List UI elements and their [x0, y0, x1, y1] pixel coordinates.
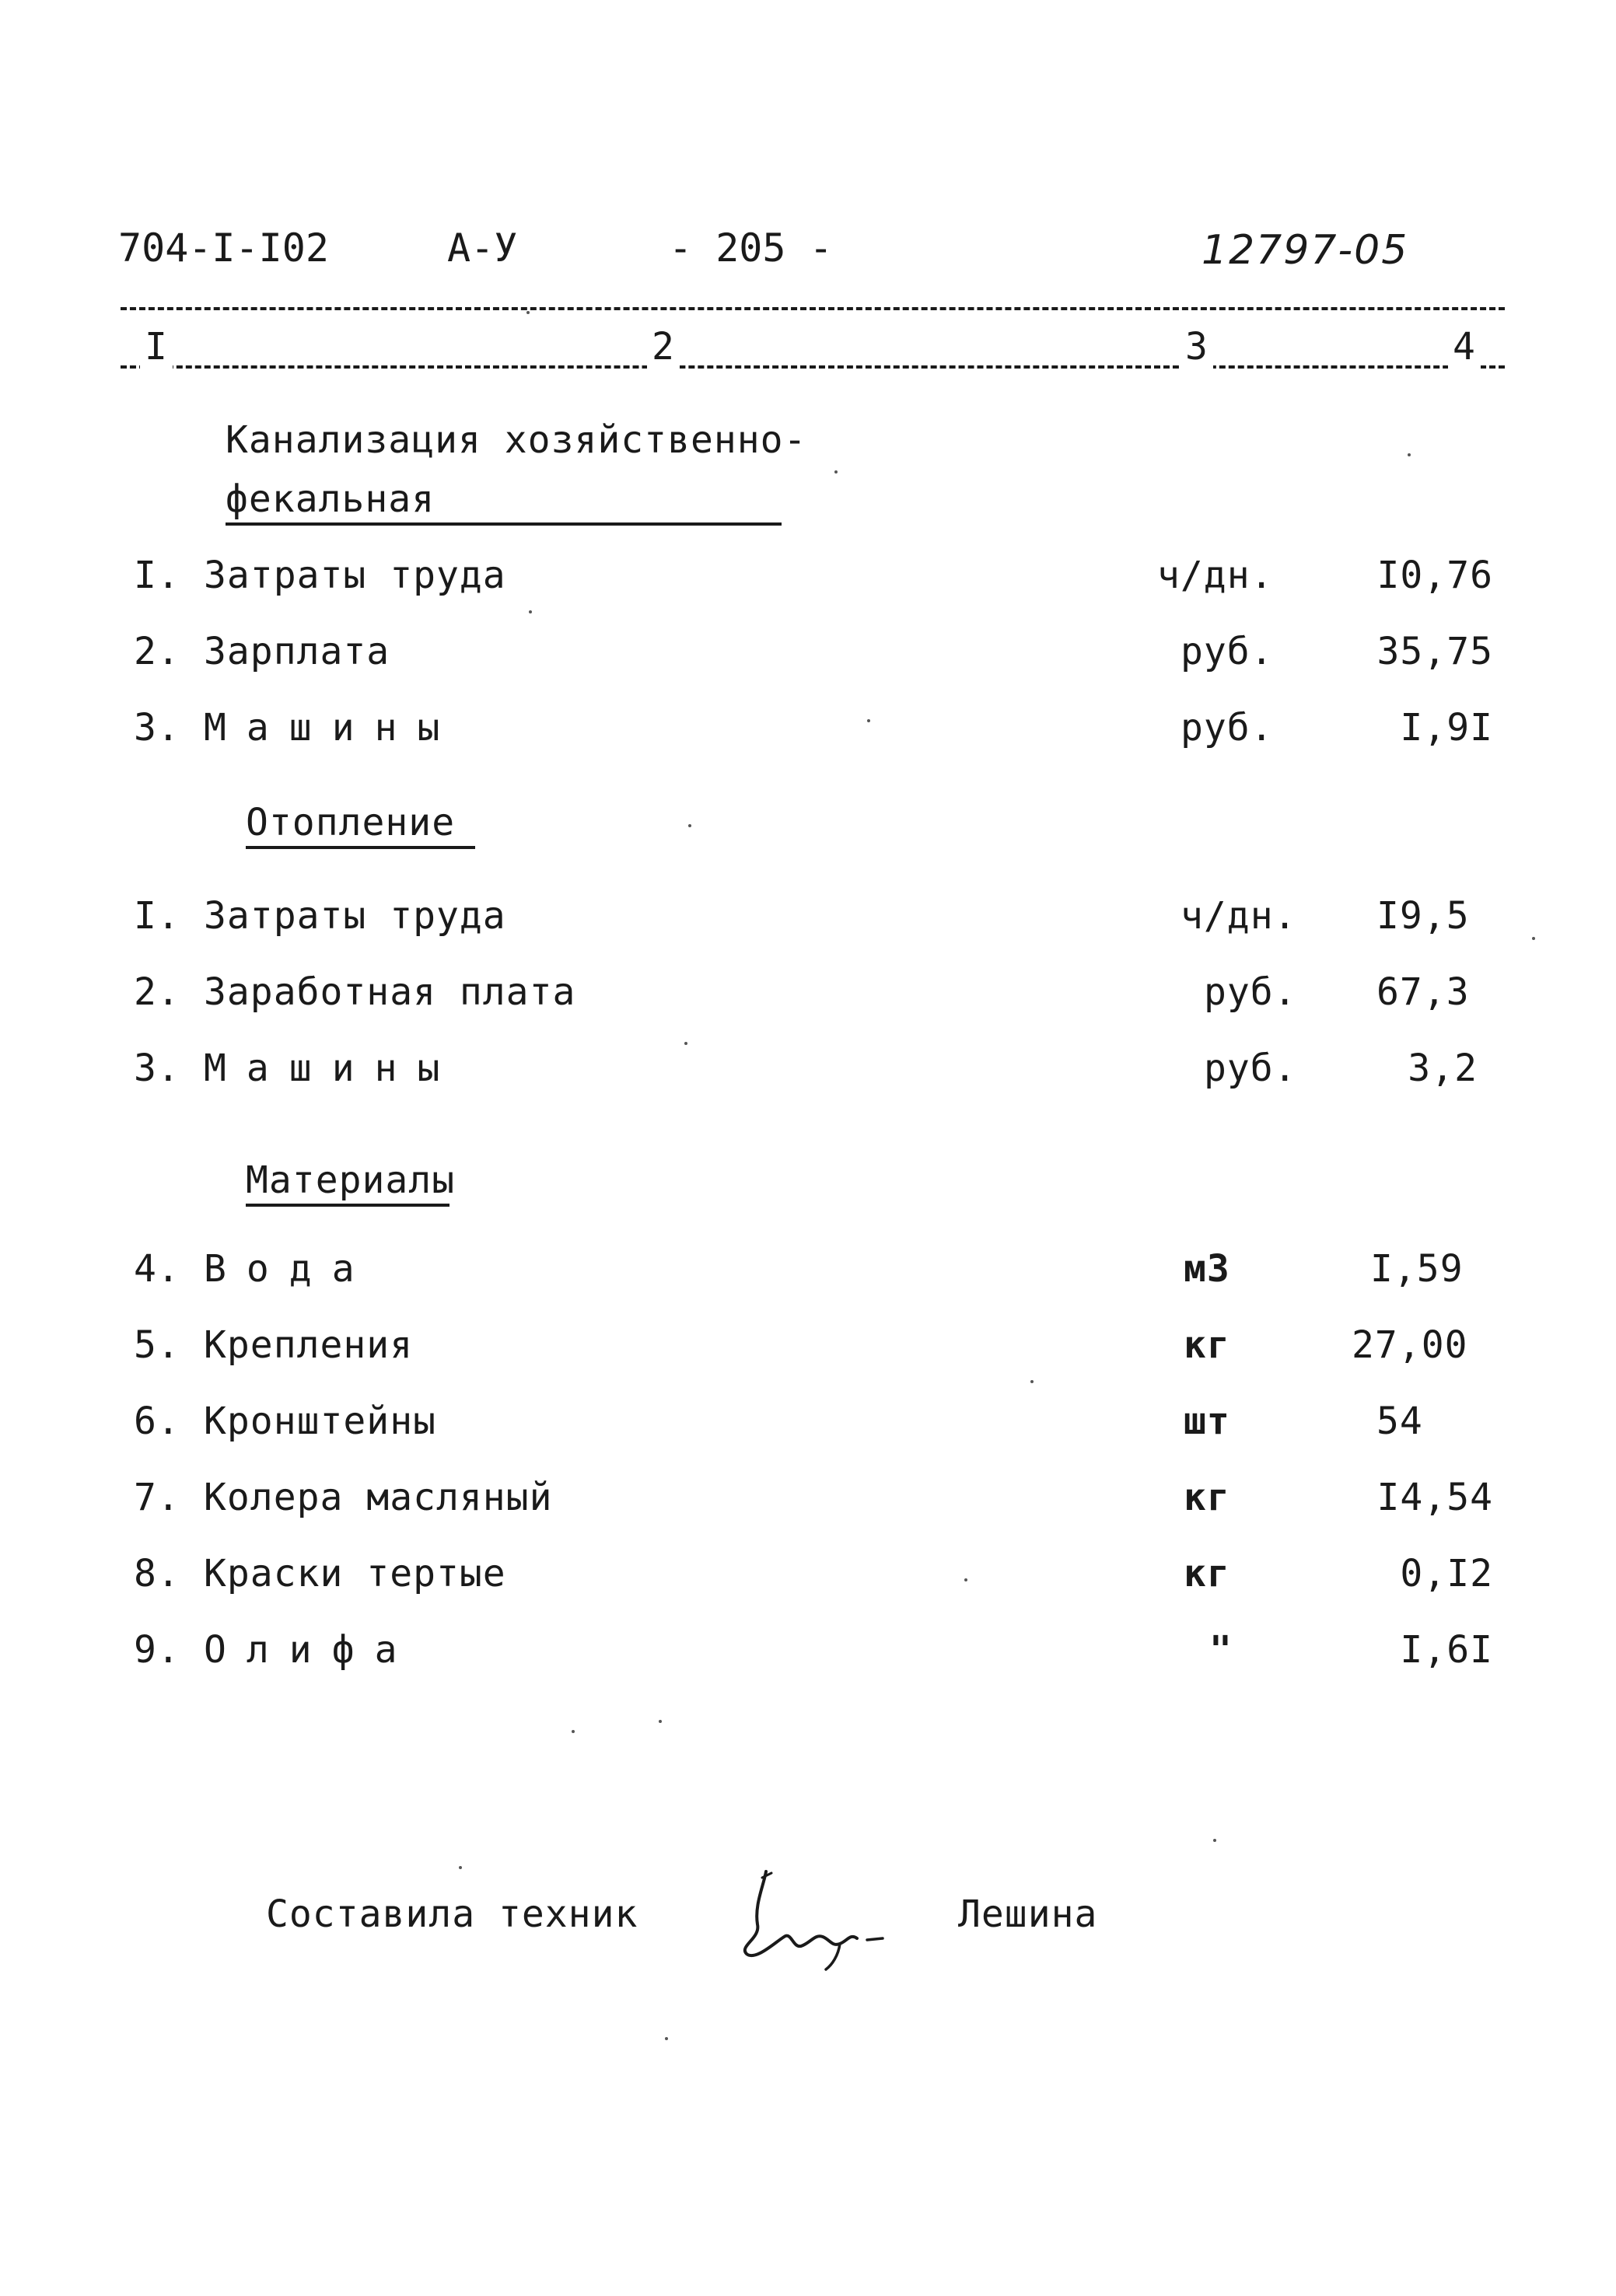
column-number-3: 3 — [1181, 325, 1213, 369]
row-number: 3. — [134, 706, 180, 750]
section-title-materials: Материалы — [246, 1158, 449, 1207]
row-number: 7. — [134, 1476, 180, 1519]
scan-speck — [665, 2037, 668, 2040]
row-number: 3. — [134, 1047, 180, 1090]
page-number: - 205 - — [669, 225, 833, 271]
row-unit: м3 — [1184, 1247, 1230, 1291]
row-label: Олифа — [204, 1628, 418, 1672]
scan-speck — [459, 1866, 462, 1869]
row-number: 6. — [134, 1400, 180, 1443]
scan-speck — [572, 1730, 575, 1733]
row-unit: ч/дн. — [1157, 554, 1274, 597]
row-number: I. — [134, 894, 180, 938]
row-label: Заработная плата — [204, 970, 576, 1014]
row-unit: руб. — [1204, 1047, 1297, 1090]
row-unit: руб. — [1181, 706, 1274, 750]
stamp-number: 12797-05 — [1202, 227, 1409, 274]
row-label: Затраты труда — [204, 894, 506, 938]
row-label: Колера масляный — [204, 1476, 553, 1519]
row-label: Краски тертые — [204, 1552, 506, 1595]
row-unit: руб. — [1204, 970, 1297, 1014]
row-label: Машины — [204, 1047, 460, 1090]
row-value: I0,76 — [1376, 554, 1493, 597]
row-label: Вода — [204, 1247, 375, 1291]
row-value: 3,2 — [1408, 1047, 1478, 1090]
row-number: 8. — [134, 1552, 180, 1595]
row-label: Машины — [204, 706, 460, 750]
scan-speck — [1030, 1380, 1034, 1383]
row-value: I,6I — [1400, 1628, 1493, 1672]
scan-speck — [964, 1578, 967, 1581]
row-unit: кг — [1184, 1476, 1230, 1519]
row-number: 2. — [134, 970, 180, 1014]
section-title-sewerage-line1: Канализация хозяйственно- — [226, 418, 807, 462]
row-number: 5. — [134, 1323, 180, 1367]
scan-speck — [1213, 1839, 1216, 1842]
row-value: 35,75 — [1376, 630, 1493, 673]
row-label: Зарплата — [204, 630, 390, 673]
scan-speck — [867, 719, 870, 722]
column-header-bottom-rule — [121, 365, 1505, 369]
row-unit: шт — [1184, 1400, 1230, 1443]
scan-speck — [659, 1720, 662, 1723]
scan-speck — [688, 824, 691, 827]
row-unit: руб. — [1181, 630, 1274, 673]
compiled-by-label: Составила техник — [266, 1892, 638, 1936]
column-number-1: I — [140, 325, 173, 369]
scan-speck — [529, 610, 532, 613]
row-value: 67,3 — [1376, 970, 1470, 1014]
row-number: 4. — [134, 1247, 180, 1291]
row-unit: кг — [1184, 1552, 1230, 1595]
row-value: I,59 — [1370, 1247, 1464, 1291]
document-code: 704-I-I02 — [118, 225, 329, 271]
row-label: Крепления — [204, 1323, 414, 1367]
row-label: Затраты труда — [204, 554, 506, 597]
signature-image — [723, 1862, 918, 1979]
row-value: 54 — [1376, 1400, 1423, 1443]
row-unit: ч/дн. — [1181, 894, 1297, 938]
scan-speck — [526, 311, 530, 314]
section-title-sewerage-line2: фекальная — [226, 477, 782, 526]
row-number: 2. — [134, 630, 180, 673]
row-value: 27,00 — [1352, 1323, 1468, 1367]
section-title-heating: Отопление — [246, 801, 475, 849]
row-label: Кронштейны — [204, 1400, 436, 1443]
column-number-4: 4 — [1448, 325, 1481, 369]
scan-speck — [1532, 937, 1535, 940]
row-value: I4,54 — [1376, 1476, 1493, 1519]
row-number: 9. — [134, 1628, 180, 1672]
scan-speck — [684, 1042, 687, 1045]
scan-speck — [834, 470, 838, 474]
row-unit: " — [1209, 1628, 1233, 1672]
row-unit: кг — [1184, 1323, 1230, 1367]
row-value: I,9I — [1400, 706, 1493, 750]
compiler-name: Лешина — [958, 1892, 1098, 1936]
scan-speck — [1408, 453, 1411, 456]
column-number-2: 2 — [647, 325, 680, 369]
row-value: 0,I2 — [1400, 1552, 1493, 1595]
column-header-top-rule — [121, 307, 1505, 310]
row-value: I9,5 — [1376, 894, 1470, 938]
row-number: I. — [134, 554, 180, 597]
album-code: А-У — [447, 225, 518, 271]
